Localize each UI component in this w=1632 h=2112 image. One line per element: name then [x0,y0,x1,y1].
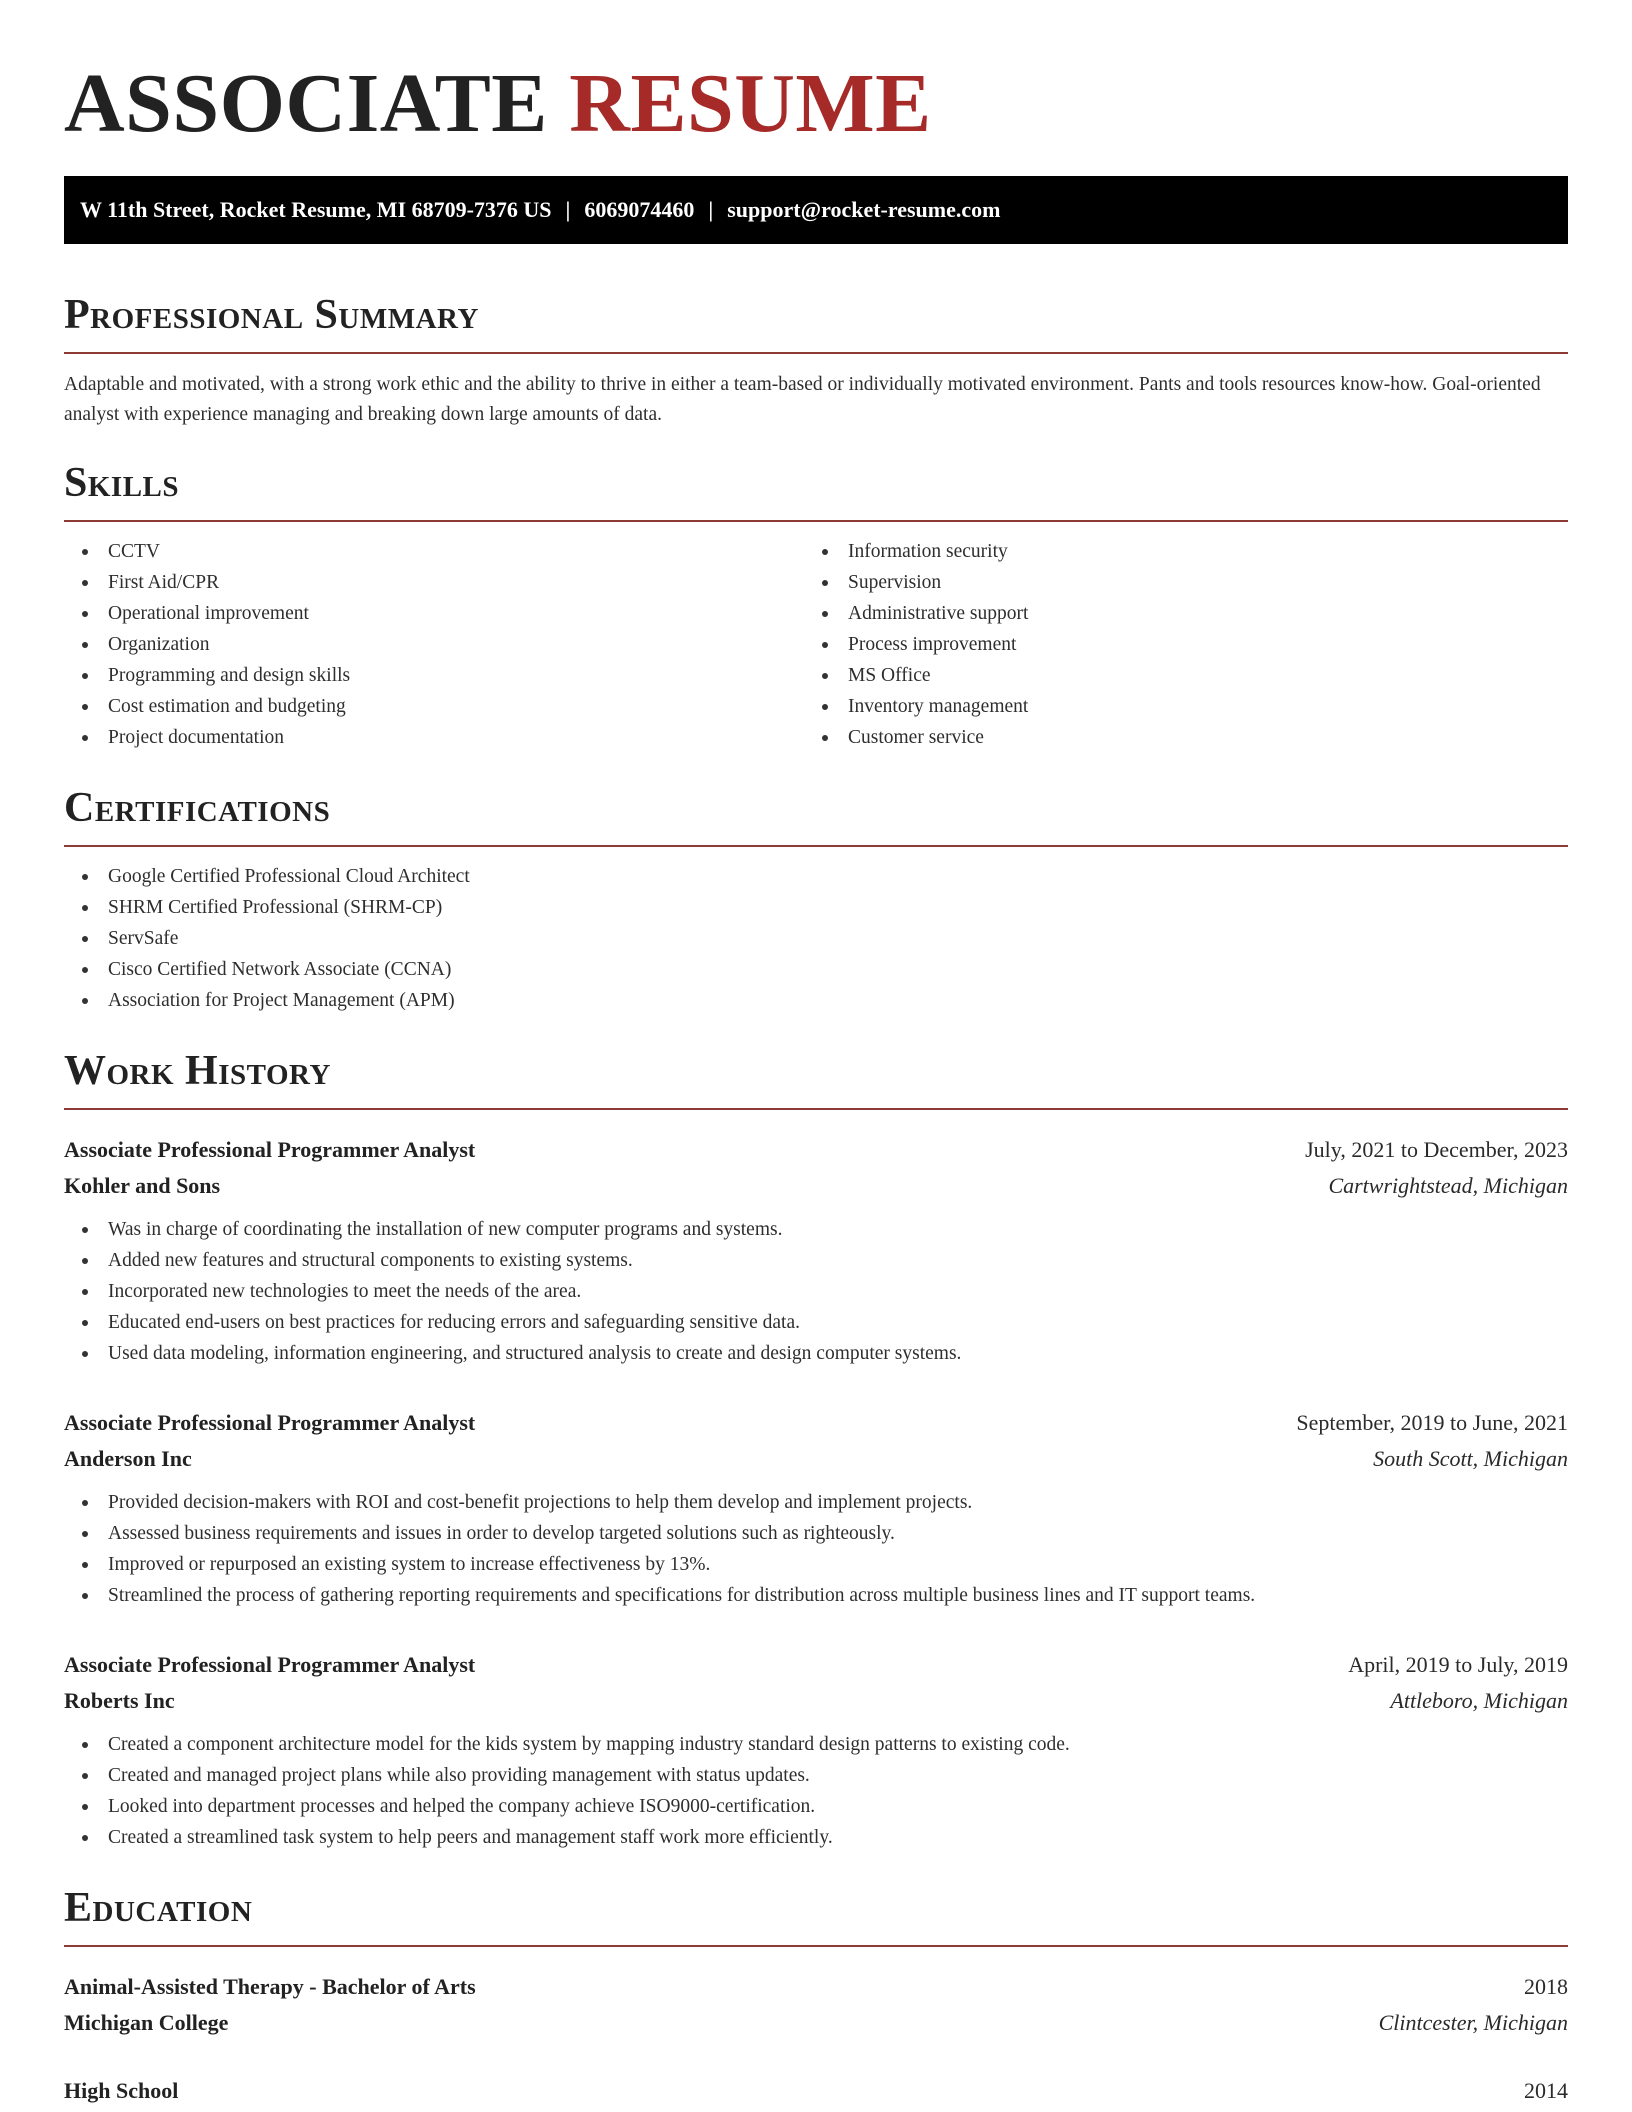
job-role: Associate Professional Programmer Analyst [64,1137,476,1162]
section-heading-education: Education [64,1883,1568,1947]
job-company: Anderson Inc [64,1446,192,1471]
education-section [64,1883,1568,2109]
summary-text: Adaptable and motivated, with a strong work ethic and the ability to thrive in either a team-based or individually motivated environment. Pants and tools resources know-how. Goal-oriented analyst with experience managing and breaking down large amounts of data. [64,374,1541,425]
summary-section [64,290,1568,430]
contact-email: support@rocket-resume.com [727,197,1001,222]
skill-item: Programming and design skills [64,660,804,691]
job-duty: Improved or repurposed an existing system to increase effectiveness by 13%. [64,1549,1568,1580]
title-first-word: ASSOCIATE [64,57,548,150]
job-duty: Educated end-users on best practices for reducing errors and safeguarding sensitive data. [64,1307,1568,1338]
contact-address: W 11th Street, Rocket Resume, MI 68709-7376 US [80,197,552,222]
job-duty: Created and managed project plans while also providing management with status updates. [64,1760,1568,1791]
skills-list-left [64,536,804,753]
title-second-word: RESUME [569,57,932,150]
contact-bar [64,176,1568,244]
skills-list-right [804,536,1544,753]
section-heading-certifications: Certifications [64,783,1568,847]
job-entry [64,1132,1568,1369]
education-degree-row [64,1969,1568,2005]
section-heading-summary: Professional Summary [64,290,1568,354]
certifications-section [64,783,1568,1016]
job-duty: Added new features and structural components to existing systems. [64,1245,1568,1276]
education-year: 2014 [1524,2078,1568,2103]
education-degree: Animal-Assisted Therapy - Bachelor of Arts [64,1974,476,1999]
skill-item: CCTV [64,536,804,567]
job-header-row [64,1647,1568,1683]
job-duties-list [64,1487,1568,1611]
skill-item: First Aid/CPR [64,567,804,598]
education-year: 2018 [1524,1974,1568,1999]
job-location: Attleboro, Michigan [1390,1688,1568,1713]
work-history-section [64,1046,1568,1853]
job-duty: Was in charge of coordinating the installation of new computer programs and systems. [64,1214,1568,1245]
skill-item: Information security [804,536,1544,567]
skill-item: Organization [64,629,804,660]
skills-section [64,458,1568,753]
job-duty: Incorporated new technologies to meet the needs of the area. [64,1276,1568,1307]
job-company: Roberts Inc [64,1688,175,1713]
job-company: Kohler and Sons [64,1173,221,1198]
contact-separator: | [565,197,571,222]
job-role: Associate Professional Programmer Analyst [64,1410,476,1435]
job-dates: September, 2019 to June, 2021 [1296,1410,1568,1435]
job-company-row [64,1441,1568,1477]
job-role: Associate Professional Programmer Analyst [64,1652,476,1677]
certification-item: SHRM Certified Professional (SHRM-CP) [64,892,1568,923]
job-duty: Looked into department processes and helped the company achieve ISO9000-certification. [64,1791,1568,1822]
job-entry [64,1405,1568,1611]
certification-item: Google Certified Professional Cloud Architect [64,861,1568,892]
job-dates: April, 2019 to July, 2019 [1348,1652,1568,1677]
job-duty: Provided decision-makers with ROI and cost-benefit projections to help them develop and implement projects. [64,1487,1568,1518]
contact-phone: 6069074460 [584,197,695,222]
skill-item: Inventory management [804,691,1544,722]
skill-item: MS Office [804,660,1544,691]
section-heading-skills: Skills [64,458,1568,522]
certification-item: Cisco Certified Network Associate (CCNA) [64,954,1568,985]
job-location: South Scott, Michigan [1373,1446,1568,1471]
job-header-row [64,1405,1568,1441]
job-location: Cartwrightstead, Michigan [1328,1173,1568,1198]
job-company-row [64,1168,1568,1204]
education-entry [64,1969,1568,2041]
job-duty: Created a streamlined task system to help peers and management staff work more efficiently. [64,1822,1568,1853]
skill-item: Process improvement [804,629,1544,660]
certification-item: ServSafe [64,923,1568,954]
job-duty: Streamlined the process of gathering reporting requirements and specifications for distribution across multiple business lines and IT support teams. [64,1580,1568,1611]
job-header-row [64,1132,1568,1168]
job-duties-list [64,1729,1568,1853]
skill-item: Customer service [804,722,1544,753]
job-dates: July, 2021 to December, 2023 [1305,1137,1568,1162]
education-entry [64,2073,1568,2109]
education-school: Michigan College [64,2010,229,2035]
contact-separator: | [708,197,714,222]
job-entry [64,1647,1568,1853]
certifications-list [64,861,1568,1016]
skill-item: Cost estimation and budgeting [64,691,804,722]
education-location: Clintcester, Michigan [1378,2010,1568,2035]
skills-columns [64,522,1568,753]
education-degree-row [64,2073,1568,2109]
certification-item: Association for Project Management (APM) [64,985,1568,1016]
section-heading-work-history: Work History [64,1046,1568,1110]
education-degree: High School [64,2078,179,2103]
resume-title [64,0,1568,154]
skill-item: Administrative support [804,598,1544,629]
skill-item: Operational improvement [64,598,804,629]
job-duties-list [64,1214,1568,1369]
skill-item: Project documentation [64,722,804,753]
job-company-row [64,1683,1568,1719]
job-duty: Used data modeling, information engineering, and structured analysis to create and design computer systems. [64,1338,1568,1369]
job-duty: Assessed business requirements and issues in order to develop targeted solutions such as righteously. [64,1518,1568,1549]
skill-item: Supervision [804,567,1544,598]
education-school-row [64,2005,1568,2041]
job-duty: Created a component architecture model for the kids system by mapping industry standard design patterns to existing code. [64,1729,1568,1760]
